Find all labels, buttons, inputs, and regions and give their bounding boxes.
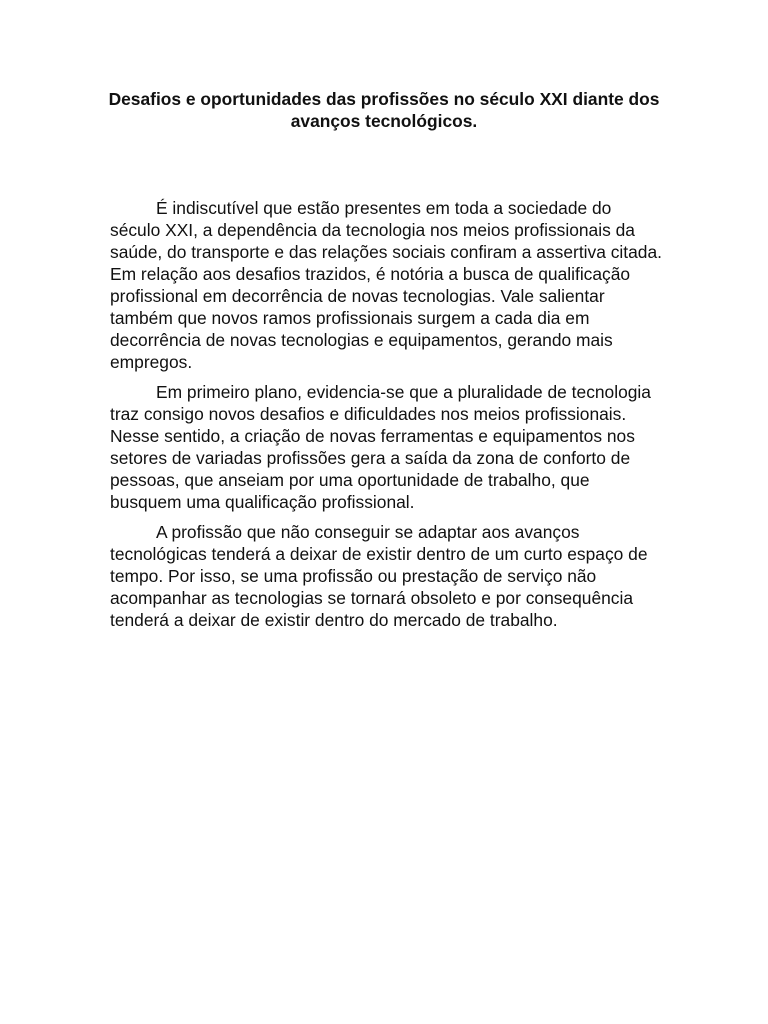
document-body — [110, 197, 662, 639]
document-title: Desafios e oportunidades das profissões no século XXI diante dos avanços tecnológicos. — [108, 89, 660, 131]
paragraph-2: Em primeiro plano, evidencia-se que a pluralidade de tecnologia traz consigo novos desafios e dificuldades nos meios profissionais. Nesse sentido, a criação de novas ferramentas e equipamentos nos setores de variadas profissões gera a saída da zona de conforto de pessoas, que anseiam por uma oportunidade de trabalho, que busquem uma qualificação profissional. — [110, 382, 651, 512]
paragraph-1: É indiscutível que estão presentes em toda a sociedade do século XXI, a dependência da tecnologia nos meios profissionais da saúde, do transporte e das relações sociais confiram a assertiva citada. Em relação aos desafios trazidos, é notória a busca de qualificação profissional em decorrência de novas tecnologias. Vale salientar também que novos ramos profissionais surgem a cada dia em decorrência de novas tecnologias e equipamentos, gerando mais empregos. — [110, 198, 662, 372]
paragraph-3: A profissão que não conseguir se adaptar aos avanços tecnológicas tenderá a deixar de existir dentro de um curto espaço de tempo. Por isso, se uma profissão ou prestação de serviço não acompanhar as tecnologias se tornará obsoleto e por consequência tenderá a deixar de existir dentro do mercado de trabalho. — [110, 522, 648, 630]
